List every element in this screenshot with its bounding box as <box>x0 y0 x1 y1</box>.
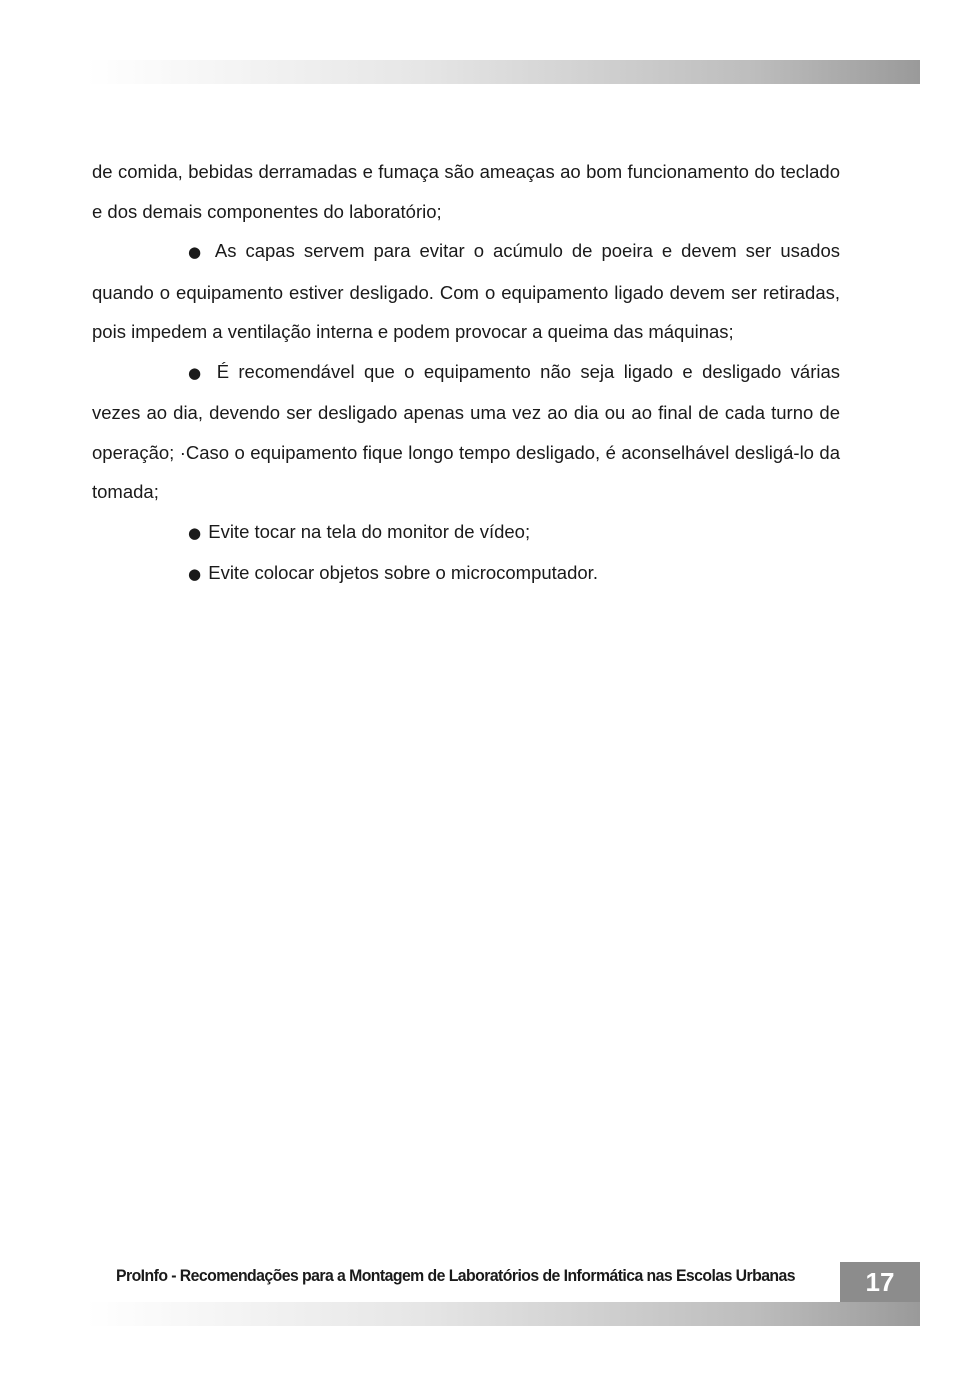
bullet-icon: ● <box>188 363 206 382</box>
bullet-item-ligar-desligar <box>92 352 840 512</box>
bullet-icon: ● <box>188 523 202 542</box>
paragraph-text: de comida, bebidas derramadas e fumaça são ameaças ao bom funcionamento do teclado e dos demais componentes do laboratório; <box>92 161 840 222</box>
page-number: 17 <box>840 1262 920 1302</box>
header-gradient-bar <box>86 60 920 84</box>
bullet-text: Evite tocar na tela do monitor de vídeo; <box>208 520 531 542</box>
paragraph-continuation <box>92 152 840 231</box>
footer-title: ProInfo - Recomendações para a Montagem de Laboratórios de Informática nas Escolas Urbanas <box>116 1266 796 1285</box>
bullet-icon: ● <box>188 565 202 583</box>
page-body <box>92 152 840 595</box>
bullet-item-objetos <box>92 553 840 595</box>
bullet-text: As capas servem para evitar o acúmulo de poeira e devem ser usados quando o equipamento estiver desligado. Com o equipamento ligado devem ser retiradas, pois impedem a ventilação interna e podem provocar a queima das máquinas; <box>92 240 840 342</box>
footer-gradient-bar <box>86 1302 920 1326</box>
bullet-text: É recomendável que o equipamento não seja ligado e desligado várias vezes ao dia, devendo ser desligado apenas uma vez ao dia ou ao final de cada turno de operação; ·Caso o equipamento fique longo tempo desligado, é aconselhável desligá-lo da tomada; <box>92 360 841 502</box>
bullet-item-tela <box>92 512 840 554</box>
bullet-icon: ● <box>188 243 205 261</box>
bullet-text: Evite colocar objetos sobre o microcomputador. <box>208 562 598 583</box>
bullet-item-capas <box>92 231 840 352</box>
